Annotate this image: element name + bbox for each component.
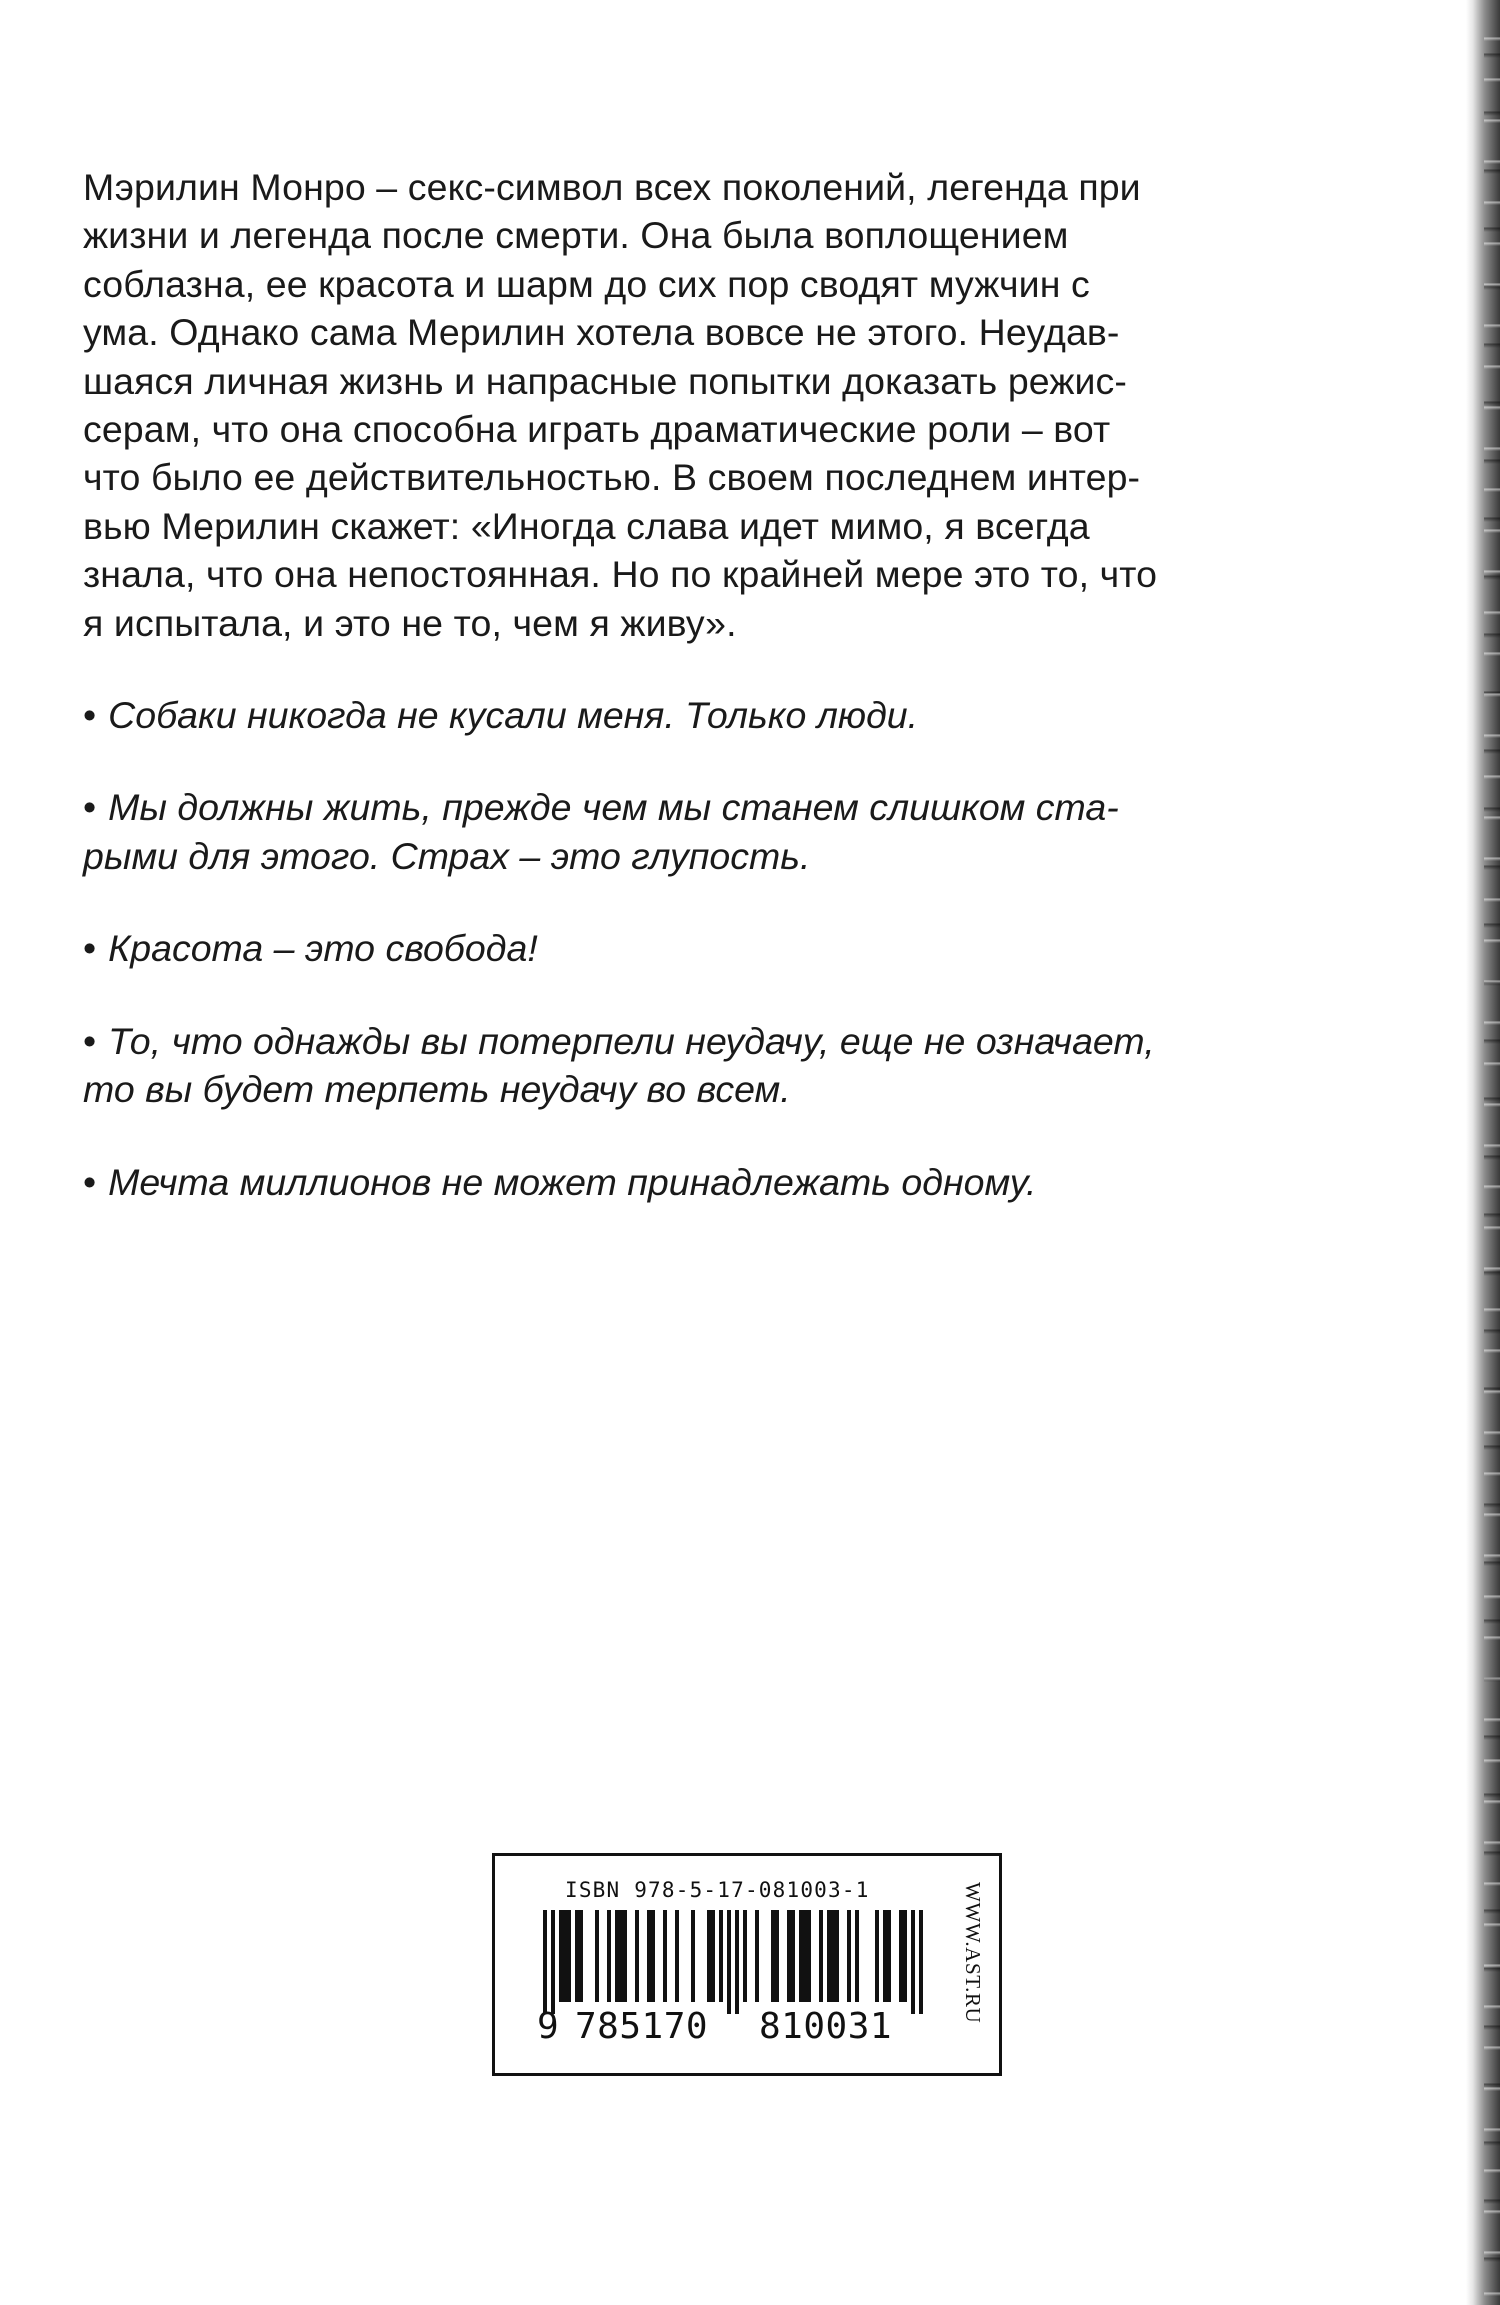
bullet-icon: •: [83, 694, 97, 737]
barcode-right-digits: 810031: [759, 2006, 893, 2047]
quote-item: [83, 691, 1323, 739]
barcode-bar: [899, 1910, 903, 2002]
quote-item: [83, 924, 1323, 972]
barcode-bar: [691, 1910, 695, 2002]
quote-item: [83, 783, 1323, 880]
barcode-bar: [619, 1910, 623, 2002]
barcode-bar: [743, 1910, 747, 2002]
barcode-bar: [803, 1910, 807, 2002]
barcode-bar: [819, 1910, 823, 2002]
website-label: WWW.AST.RU: [961, 1882, 985, 2024]
spine-texture: [1484, 0, 1500, 2305]
barcode-bar: [787, 1910, 791, 2002]
bullet-icon: •: [83, 1019, 97, 1062]
quote-line: Собаки никогда не кусали меня. Только люди.: [108, 694, 919, 737]
barcode-bar: [887, 1910, 891, 2002]
quote-line: то вы будет терпеть неудачу во всем.: [83, 1068, 791, 1111]
quote-line: рыми для этого. Страх – это глупость.: [83, 834, 811, 877]
barcode-bar: [827, 1910, 831, 2002]
isbn-label: ISBN 978-5-17-081003-1: [565, 1878, 870, 1902]
barcode-bar: [675, 1910, 679, 2002]
barcode-first-digit: 9: [537, 2006, 560, 2047]
quotes-list: [83, 691, 1323, 1206]
barcode-bar: [579, 1910, 583, 2002]
intro-line: жизни и легенда после смерти. Она была воплощением: [83, 214, 1069, 257]
barcode-bar: [775, 1910, 779, 2002]
barcode-bar: [919, 1910, 923, 2014]
barcode-bar: [791, 1910, 795, 2002]
barcode-bar: [647, 1910, 651, 2002]
barcode-bar: [567, 1910, 571, 2002]
intro-line: вью Мерилин скажет: «Иногда слава идет мимо, я всегда: [83, 504, 1090, 547]
bullet-icon: •: [83, 786, 97, 829]
bullet-icon: •: [83, 927, 97, 970]
barcode-bar: [607, 1910, 611, 2002]
intro-paragraph: [83, 163, 1323, 647]
intro-line: я испытала, и это не то, чем я живу».: [83, 601, 737, 644]
barcode-bar: [595, 1910, 599, 2002]
quote-line: Красота – это свобода!: [108, 927, 538, 970]
bullet-icon: •: [83, 1160, 97, 1203]
quote-item: [83, 1017, 1323, 1114]
isbn-barcode-box: [492, 1853, 1002, 2076]
quote-line: Мечта миллионов не может принадлежать одному.: [108, 1160, 1037, 1203]
barcode-bar: [903, 1910, 907, 2002]
quote-line: Мы должны жить, прежде чем мы станем слишком ста-: [108, 786, 1119, 829]
intro-line: Мэрилин Монро – секс-символ всех поколений, легенда при: [83, 166, 1141, 208]
barcode-left-digits: 785170: [575, 2006, 709, 2047]
intro-line: что было ее действительностью. В своем последнем интер-: [83, 456, 1141, 499]
barcode-bar: [735, 1910, 739, 2014]
barcode-bar: [551, 1910, 555, 2014]
barcode-bar: [663, 1910, 667, 2002]
barcode-bar: [883, 1910, 887, 2002]
barcode-icon: [531, 1910, 931, 2018]
barcode-bar: [559, 1910, 563, 2002]
back-cover-text: [83, 163, 1323, 1206]
intro-line: серам, что она способна играть драматические роли – вот: [83, 408, 1111, 451]
barcode-bar: [727, 1910, 731, 2014]
barcode-bar: [707, 1910, 711, 2002]
barcode-bar: [831, 1910, 835, 2002]
barcode-bar: [543, 1910, 547, 2014]
barcode-bar: [855, 1910, 859, 2002]
barcode-bar: [847, 1910, 851, 2002]
barcode-bar: [771, 1910, 775, 2002]
intro-line: ума. Однако сама Мерилин хотела вовсе не этого. Неудав-: [83, 311, 1120, 354]
barcode-bar: [615, 1910, 619, 2002]
intro-line: соблазна, ее красота и шарм до сих пор сводят мужчин с: [83, 262, 1090, 305]
barcode-bar: [835, 1910, 839, 2002]
barcode-bar: [807, 1910, 811, 2002]
book-spine-edge: [1466, 0, 1500, 2305]
quote-item: [83, 1158, 1323, 1206]
intro-line: шаяся личная жизнь и напрасные попытки доказать режис-: [83, 359, 1127, 402]
barcode-bar: [575, 1910, 579, 2002]
barcode-bar: [651, 1910, 655, 2002]
barcode-bar: [911, 1910, 915, 2014]
quote-line: То, что однажды вы потерпели неудачу, еще не означает,: [108, 1019, 1155, 1062]
barcode-bar: [719, 1910, 723, 2002]
barcode-bar: [799, 1910, 803, 2002]
barcode-bar: [623, 1910, 627, 2002]
barcode-bar: [875, 1910, 879, 2002]
barcode-bar: [635, 1910, 639, 2002]
barcode-bar: [711, 1910, 715, 2002]
barcode-bar: [755, 1910, 759, 2002]
intro-line: знала, что она непостоянная. Но по крайней мере это то, что: [83, 553, 1158, 596]
barcode-bar: [563, 1910, 567, 2002]
